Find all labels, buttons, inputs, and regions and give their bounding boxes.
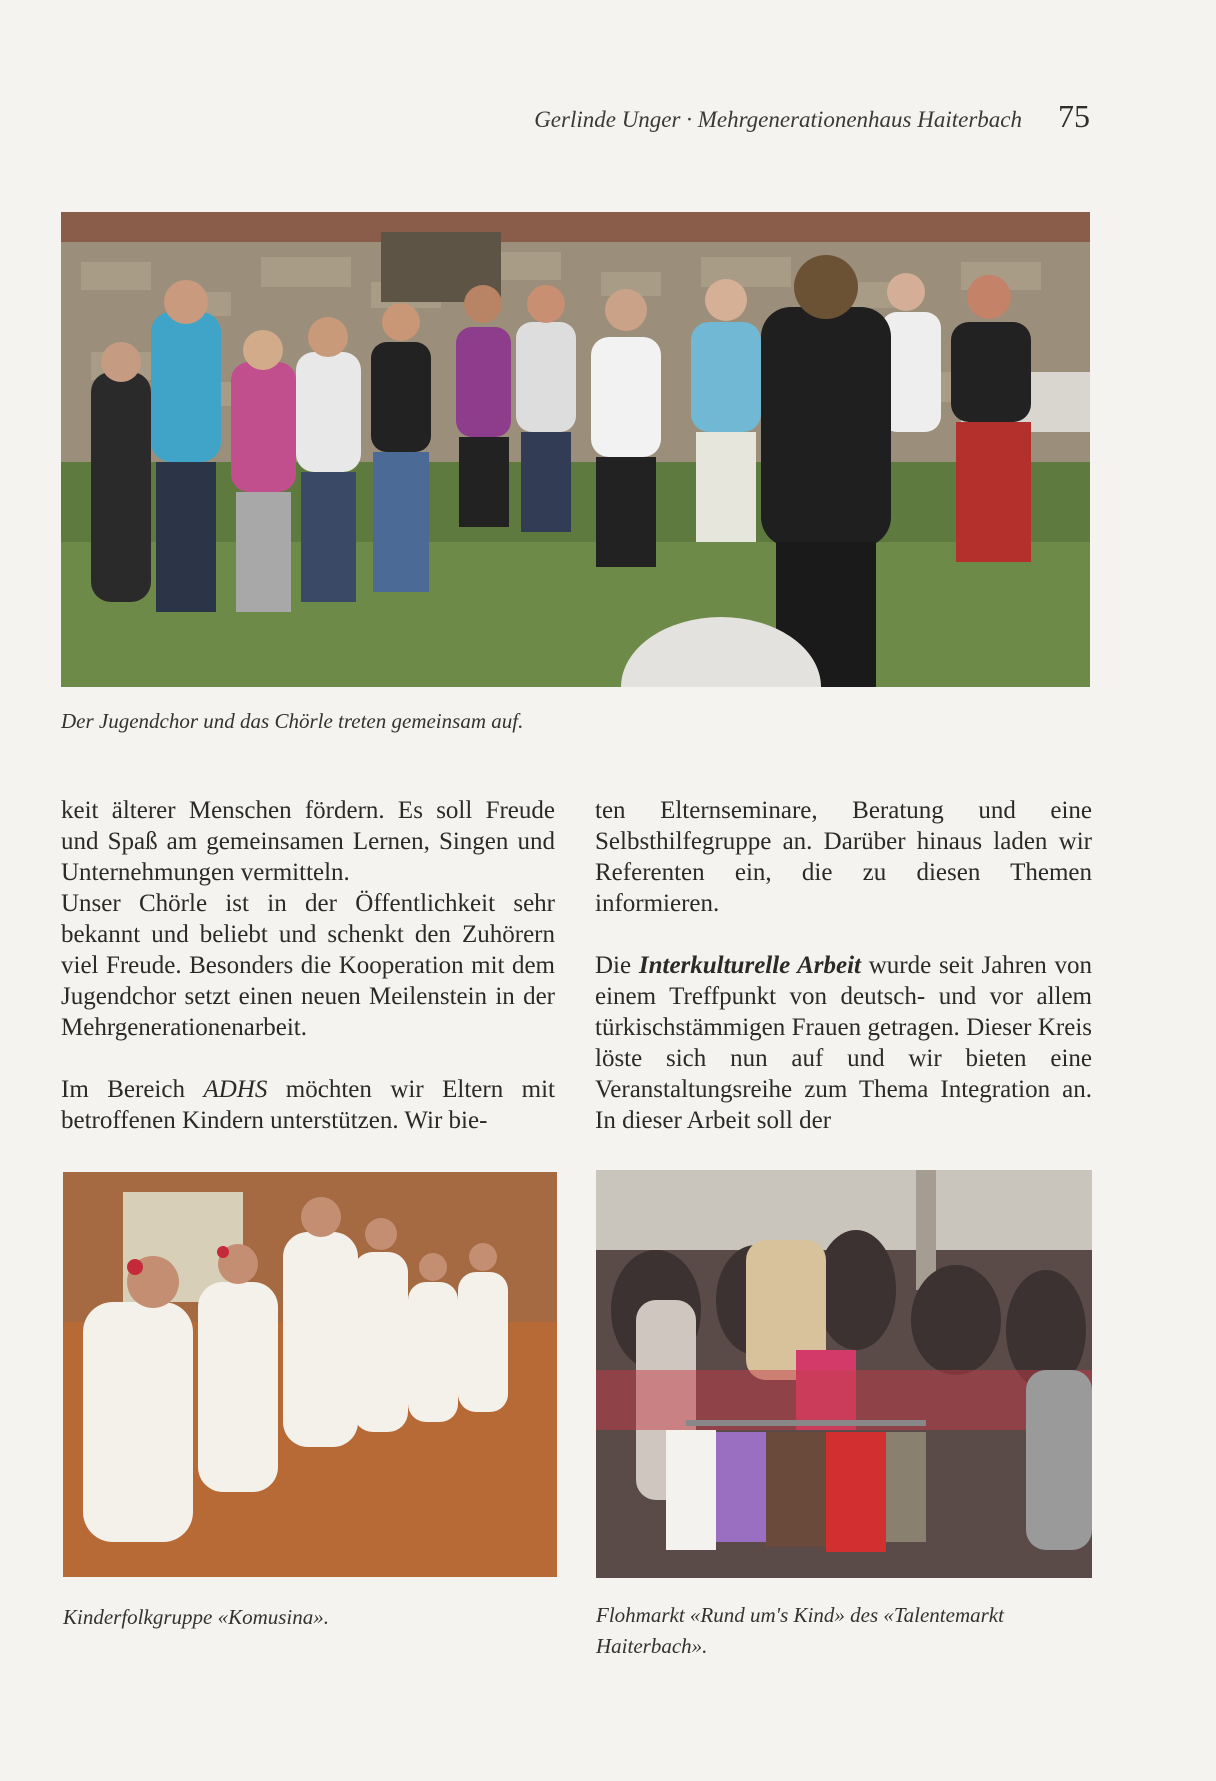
right-paragraph-1: ten Elternseminare, Beratung und eine Selbsthilfegruppe an. Darüber hinaus laden wir Referenten ein, die zu diesen Themen informieren.: [595, 797, 1092, 917]
choir-photo: [61, 212, 1090, 687]
running-title: Gerlinde Unger · Mehrgenerationenhaus Haiterbach: [534, 107, 1022, 132]
fleamarket-caption: Flohmarkt «Rund um's Kind» des «Talentemarkt Haiterbach».: [596, 1603, 1004, 1658]
page-number: 75: [1058, 98, 1090, 134]
right-column: [595, 795, 1092, 1136]
folkgroup-photo: [63, 1172, 557, 1577]
running-header: [480, 98, 1090, 138]
left-paragraph-1: keit älterer Menschen fördern. Es soll Freude und Spaß am gemeinsamen Lernen, Singen und Unternehmungen vermitteln.: [61, 797, 555, 886]
folkgroup-caption: Kinderfolkgruppe «Komusina».: [63, 1605, 329, 1629]
adhs-emphasis: ADHS: [203, 1076, 268, 1103]
right-paragraph-2: Die Interkulturelle Arbeit wurde seit Jahren von einem Treffpunkt von deutsch- und vor allem türkischstämmigen Frauen getragen. Dieser Kreis löste sich nun auf und wir bieten eine Veranstaltungsreihe zum Thema Integration an. In dieser Arbeit soll der: [595, 952, 1092, 1134]
left-paragraph-3: Im Bereich ADHS möchten wir Eltern mit betroffenen Kindern unterstützen. Wir bie-: [61, 1076, 555, 1134]
interkulturelle-emphasis: Interkulturelle Arbeit: [638, 952, 861, 979]
choir-caption: Der Jugendchor und das Chörle treten gemeinsam auf.: [61, 709, 524, 733]
left-paragraph-2: Unser Chörle ist in der Öffentlichkeit sehr bekannt und beliebt und schenkt den Zuhörern viel Freude. Besonders die Kooperation mit dem Jugendchor setzt einen neuen Meilenstein in der Mehrgenerationenarbeit.: [61, 890, 555, 1041]
left-column: [61, 795, 555, 1136]
fleamarket-photo: [596, 1170, 1092, 1578]
